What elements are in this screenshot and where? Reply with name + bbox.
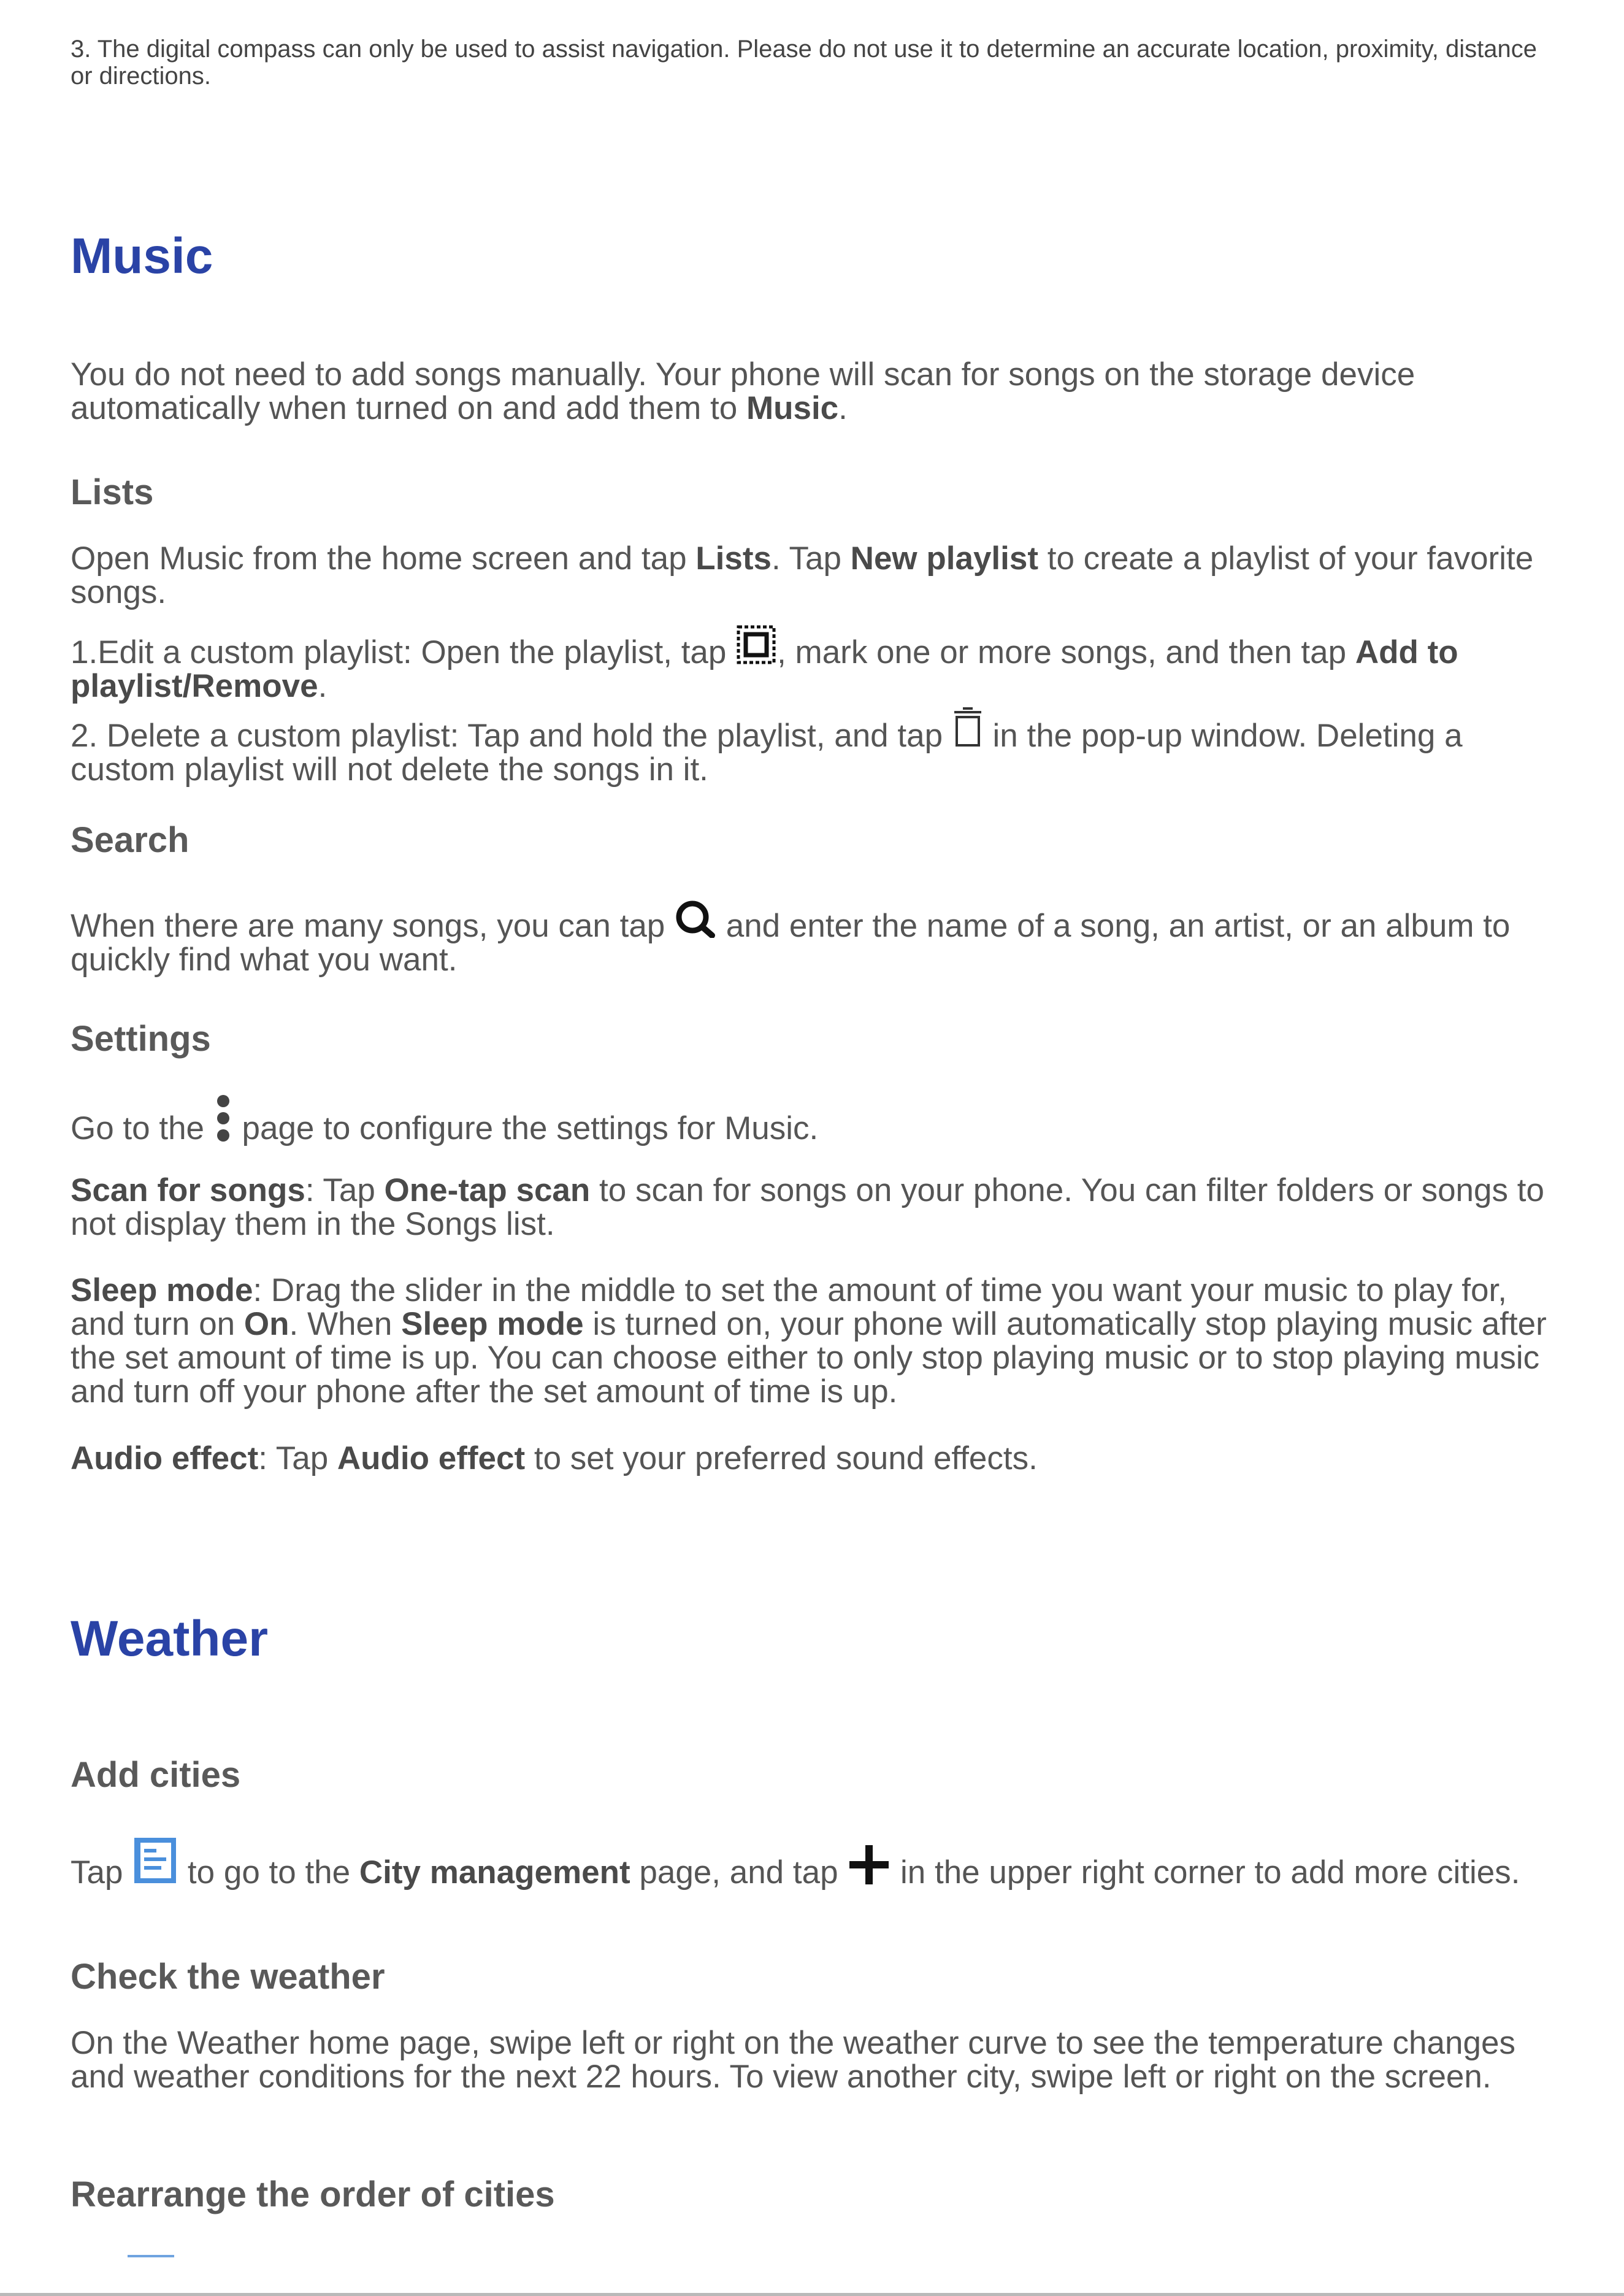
search-paragraph: When there are many songs, you can tap and enter the name of a song, an artist, or an album to quickly find what you want. <box>71 897 1555 977</box>
check-weather-paragraph: On the Weather home page, swipe left or right on the weather curve to see the temperature changes and weather conditions for the next 22 hours. To view another city, swipe left or right on the screen. <box>71 2025 1515 2095</box>
settings-heading: Settings <box>71 1019 211 1059</box>
scan-for-songs-paragraph: Scan for songs: Tap One-tap scan to scan for songs on your phone. You can filter folders or songs to not display them in the Songs list. <box>71 1172 1544 1242</box>
compass-note: 3. The digital compass can only be used to assist navigation. Please do not use it to determine an accurate location, proximity, distance or directions. <box>71 36 1537 90</box>
music-title: Music <box>71 228 213 284</box>
cropped-city-list-icon <box>128 2255 174 2257</box>
rearrange-cities-heading: Rearrange the order of cities <box>71 2175 555 2214</box>
search-icon <box>674 899 717 938</box>
settings-intro: Go to the page to configure the settings for Music. <box>71 1089 1555 1145</box>
more-vertical-icon <box>213 1094 233 1144</box>
audio-effect-paragraph: Audio effect: Tap Audio effect to set your preferred sound effects. <box>71 1440 1038 1476</box>
edit-playlist-step: 1.Edit a custom playlist: Open the playlist, tap , mark one or more songs, and then tap Add to playlist/Remove. <box>71 621 1555 703</box>
add-cities-paragraph: Tap to go to the City management page, and tap in the upper right corner to add more cities. <box>71 1833 1555 1889</box>
page-bottom-edge <box>0 2293 1624 2296</box>
lists-paragraph: Open Music from the home screen and tap Lists. Tap New playlist to create a playlist of your favorite songs. <box>71 540 1534 610</box>
check-weather-heading: Check the weather <box>71 1957 385 1997</box>
add-cities-heading: Add cities <box>71 1755 241 1795</box>
delete-playlist-step: 2. Delete a custom playlist: Tap and hold the playlist, and tap in the pop-up window. Deleting a custom playlist will not delete the songs in it. <box>71 706 1555 786</box>
lists-heading: Lists <box>71 472 154 512</box>
trash-icon <box>952 707 984 748</box>
search-heading: Search <box>71 820 190 860</box>
music-intro: You do not need to add songs manually. Your phone will scan for songs on the storage device automatically when turned on and add them to Music. <box>71 356 1415 426</box>
plus-icon <box>847 1843 891 1887</box>
select-all-icon <box>735 624 777 666</box>
sleep-mode-paragraph: Sleep mode: Drag the slider in the middle to set the amount of time you want your music to play for, and turn on On. When Sleep mode is turned on, your phone will automatically stop playing music after the set amount of time is up. You can choose either to only stop playing music or to stop playing music and turn off your phone after the set amount of time is up. <box>71 1272 1547 1410</box>
city-list-icon <box>132 1835 178 1886</box>
weather-title: Weather <box>71 1611 269 1667</box>
